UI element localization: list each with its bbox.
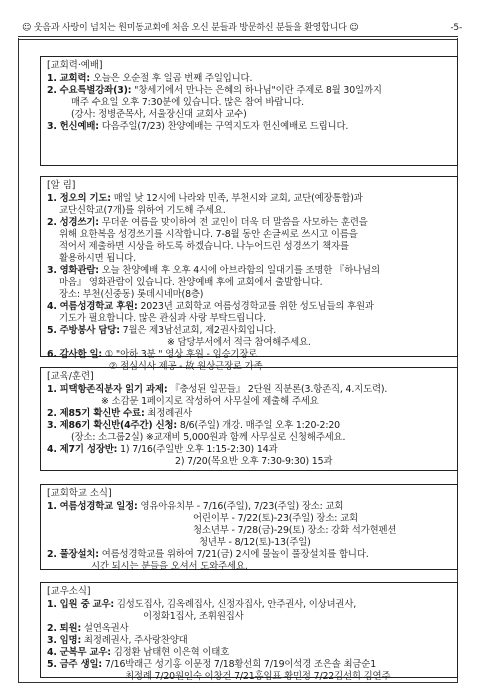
item-number: 3. bbox=[47, 635, 57, 646]
member-item bbox=[47, 635, 451, 647]
item-number: 5. bbox=[47, 325, 57, 336]
item-text: 여름성경학교를 위하여 7/21(금) 2시에 물놀이 풀장설치를 합니다. bbox=[101, 549, 369, 560]
page-number: -5- bbox=[450, 23, 462, 33]
item-label: 헌신예배: bbox=[59, 121, 99, 132]
item-continuation: 위해 요한복음 성경쓰기를 시작합니다. 7-8월 동안 손글씨로 쓰시고 이름을 bbox=[59, 229, 358, 240]
worship-item bbox=[47, 85, 451, 97]
item-label: 여름성경학교 일정: bbox=[59, 501, 138, 512]
item-text: 다음주일(7/23) 찬양예배는 구역지도자 헌신예배로 드립니다. bbox=[101, 121, 349, 132]
item-label: 입원 중 교우: bbox=[59, 599, 114, 610]
item-number: 1. bbox=[47, 501, 57, 512]
item-text: 김정환 남태현 이은혁 이태호 bbox=[113, 647, 230, 658]
item-text: 오늘 찬양예배 후 오후 4시에 아브라함의 일대기를 조명한 『하나님의 bbox=[101, 265, 380, 276]
item-text: 매일 낮 12시에 나라와 민족, 부천시와 교회, 교단(예장통합)과 bbox=[113, 193, 363, 204]
item-continuation: ※ 담당부서에서 적극 참여해주세요. bbox=[167, 337, 311, 348]
school-item bbox=[47, 501, 451, 513]
item-number: 2. bbox=[47, 408, 57, 419]
item-continuation: 이정화1집사, 조휘원집사 bbox=[143, 611, 244, 622]
item-number: 4. bbox=[47, 444, 57, 455]
item-continuation: 장소: 부천(신중동) 롯데시네마(8층) bbox=[59, 289, 204, 300]
item-continuation: 적어서 제출하면 시상을 하도록 하겠습니다. 나누어드린 성경쓰기 책자를 bbox=[59, 241, 349, 252]
worship-item bbox=[47, 73, 451, 85]
item-text: "창세기에서 만나는 은혜의 하나님"이란 주제로 8월 30일까지 bbox=[134, 85, 382, 96]
section-title: [교회력·예배] bbox=[47, 60, 103, 71]
page-header bbox=[22, 22, 462, 34]
notices-section bbox=[40, 176, 458, 372]
item-label: 금주 생일: bbox=[59, 659, 102, 670]
welcome-text: ☺ 웃음과 사랑이 넘치는 원미동교회에 처음 오신 분들과 방문하신 분들을 환영합니다 ☺ bbox=[22, 23, 359, 33]
item-number: 1. bbox=[47, 384, 57, 395]
item-label: 제85기 확신반 수료: bbox=[59, 408, 145, 419]
section-title: [알 림] bbox=[47, 180, 76, 191]
notice-item bbox=[47, 217, 451, 229]
header-rule-top bbox=[18, 36, 458, 37]
item-text: 설연옥권사 bbox=[83, 623, 129, 634]
item-label: 피택항존직분자 읽기 과제: bbox=[59, 384, 168, 395]
item-continuation: (강사: 정병준목사, 서울장신대 교회사 교수) bbox=[71, 109, 247, 120]
item-label: 수요특별강좌(3): bbox=[59, 85, 132, 96]
item-text: ① "아하 3분 " 영상 후원 - 임승기장로 bbox=[104, 349, 258, 360]
member-item bbox=[47, 659, 451, 671]
item-label: 정오의 기도: bbox=[59, 193, 111, 204]
item-continuation: 청소년부 - 7/28(금)-29(토) 장소: 강화 석가현펜션 bbox=[193, 525, 397, 536]
member-item bbox=[47, 599, 451, 611]
member-item bbox=[47, 647, 451, 659]
item-label: 제86기 확신반(4주간) 신청: bbox=[59, 420, 178, 431]
item-continuation: 매주 수요일 오후 7:30분에 있습니다. 많은 참여 바랍니다. bbox=[71, 97, 304, 108]
education-section bbox=[40, 367, 458, 471]
item-number: 3. bbox=[47, 121, 57, 132]
item-continuation: 2) 7/20(목요반 오후 7:30-9:30) 15과 bbox=[175, 456, 333, 467]
item-number: 2. bbox=[47, 623, 57, 634]
education-item bbox=[47, 444, 451, 456]
item-label: 영화관람: bbox=[59, 265, 99, 276]
item-text: 2023년 교회학교 여름성경학교를 위한 성도님들의 후원과 bbox=[140, 301, 374, 312]
school-item bbox=[47, 549, 451, 561]
item-number: 6. bbox=[47, 349, 57, 360]
item-text: 영유아유치부 - 7/16(주일), 7/23(주일) 장소: 교회 bbox=[140, 501, 344, 512]
notice-item bbox=[47, 265, 451, 277]
church-school-section bbox=[40, 484, 458, 570]
item-continuation: ※ 소감문 1페이지로 작성하여 사무실에 제출해 주세요 bbox=[101, 396, 319, 407]
item-text: 8/6(주일) 개강. 매주일 오후 1:20-2:20 bbox=[179, 420, 340, 431]
item-text: 1) 7/16(주일반 오후 1:15-2:30) 14과 bbox=[120, 444, 278, 455]
item-text: 최정례권사, 주사랑찬양대 bbox=[83, 635, 188, 646]
item-label: 교회력: bbox=[59, 73, 90, 84]
item-number: 2. bbox=[47, 549, 57, 560]
item-text: 7월은 제3남선교회, 제2권사회입니다. bbox=[122, 325, 277, 336]
item-continuation: 활용하시면 됩니다. bbox=[59, 253, 136, 264]
item-continuation: 시간 되시는 분들을 오셔서 도와주세요. bbox=[91, 561, 248, 572]
item-continuation: ② 점심식사 제공 - 故 원상근장로 가족 bbox=[109, 361, 263, 372]
item-number: 2. bbox=[47, 85, 57, 96]
worship-section bbox=[40, 56, 458, 166]
section-title: [교육/훈련] bbox=[47, 371, 94, 382]
education-item bbox=[47, 420, 451, 432]
item-number: 3. bbox=[47, 420, 57, 431]
worship-item bbox=[47, 121, 451, 133]
item-continuation: 최정례 7/20원인숙 이창건 7/21홍임표 황민정 7/22김선희 김연주 bbox=[125, 671, 391, 682]
member-item bbox=[47, 623, 451, 635]
item-text: 최정례권사 bbox=[147, 408, 192, 419]
item-text: 오늘은 오순절 후 일곱 번째 주일입니다. bbox=[92, 73, 253, 84]
item-continuation: 마음』 영화관람이 있습니다. 찬양예배 후에 교회에서 출발합니다. bbox=[59, 277, 323, 288]
education-item bbox=[47, 408, 451, 420]
section-title: [교회학교 소식] bbox=[47, 488, 112, 499]
notice-item bbox=[47, 193, 451, 205]
notice-item bbox=[47, 325, 451, 337]
item-label: 제7기 성장반: bbox=[59, 444, 118, 455]
item-text: 김성도집사, 김옥례집사, 신정자집사, 안주권사, 이상녀권사, bbox=[116, 599, 357, 610]
item-text: 7/16박래근 성기홍 이문정 7/18황선희 7/19이석경 조은솔 최금순1 bbox=[104, 659, 377, 670]
item-text: 무더운 여름을 맞이하여 전 교인이 더욱 더 말씀을 사모하는 훈련을 bbox=[101, 217, 368, 228]
item-number: 2. bbox=[47, 217, 57, 228]
item-continuation: (장소: 소그룹2실) ※교재비 5,000원과 함께 사무실로 신청해주세요. bbox=[71, 432, 346, 443]
item-number: 1. bbox=[47, 599, 57, 610]
item-number: 4. bbox=[47, 647, 57, 658]
item-label: 풀장설치: bbox=[59, 549, 99, 560]
header-rule-bottom bbox=[18, 39, 458, 40]
section-title: [교우소식] bbox=[47, 586, 91, 597]
item-label: 주방봉사 담당: bbox=[59, 325, 120, 336]
item-number: 5. bbox=[47, 659, 57, 670]
item-label: 감사한 일: bbox=[59, 349, 102, 360]
notice-item bbox=[47, 301, 451, 313]
item-continuation: 어린이부 - 7/22(토)-23(주일) 장소: 교회 bbox=[193, 513, 358, 524]
item-label: 퇴원: bbox=[59, 623, 82, 634]
item-number: 4. bbox=[47, 301, 57, 312]
item-label: 군복무 교우: bbox=[59, 647, 111, 658]
item-label: 임명: bbox=[59, 635, 82, 646]
item-number: 3. bbox=[47, 265, 57, 276]
item-continuation: 청년부 - 8/12(토)-13(주일) bbox=[199, 537, 311, 548]
notice-item bbox=[47, 349, 451, 361]
education-item bbox=[47, 384, 451, 396]
item-continuation: 기도가 필요합니다. 많은 관심과 사랑 부탁드립니다. bbox=[59, 313, 266, 324]
item-continuation: 교단신학교(7개)를 위하여 기도해 주세요. bbox=[59, 205, 226, 216]
members-section bbox=[40, 582, 458, 682]
item-number: 1. bbox=[47, 73, 57, 84]
left-border bbox=[18, 38, 19, 682]
item-label: 여름성경학교 후원: bbox=[59, 301, 138, 312]
item-number: 1. bbox=[47, 193, 57, 204]
item-label: 성경쓰기: bbox=[59, 217, 99, 228]
item-text: 『충성된 일꾼들』 2단원 직분론(3.항존직, 4.지도력). bbox=[170, 384, 388, 395]
